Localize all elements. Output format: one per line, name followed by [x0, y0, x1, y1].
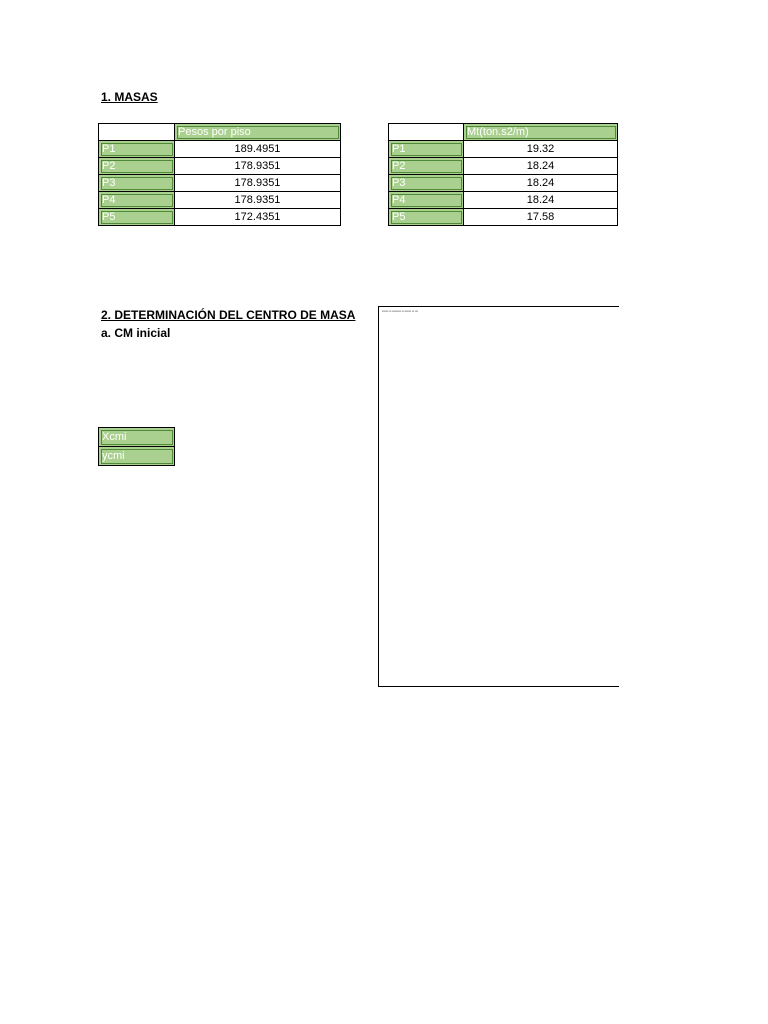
weights-table-corner	[99, 124, 175, 141]
weights-row-value[interactable]: 178.9351	[175, 158, 341, 175]
section2-subtitle: a. CM inicial	[101, 326, 171, 340]
weights-row-label[interactable]: P4	[99, 192, 175, 209]
embedded-image-frame[interactable]	[378, 306, 619, 687]
section1-title: 1. MASAS	[101, 90, 158, 104]
mass-row-value[interactable]: 19.32	[464, 141, 618, 158]
weights-row-value[interactable]: 178.9351	[175, 192, 341, 209]
cm-label-xcmi[interactable]: Xcmi	[99, 428, 175, 447]
weights-row-value[interactable]: 178.9351	[175, 175, 341, 192]
weights-row-label[interactable]: P3	[99, 175, 175, 192]
cm-table	[98, 427, 175, 466]
weights-row-label[interactable]: P2	[99, 158, 175, 175]
mass-table-header[interactable]: Mt(ton.s2/m)	[464, 124, 618, 141]
mass-row-label[interactable]: P4	[389, 192, 464, 209]
mass-row-value[interactable]: 17.58	[464, 209, 618, 226]
weights-table	[98, 123, 341, 226]
mass-row-label[interactable]: P2	[389, 158, 464, 175]
mass-row-value[interactable]: 18.24	[464, 192, 618, 209]
embedded-image-caption: ▪▪▪▪▪▪ ▪▪ ▪▪▪▪▪▪▪▪ ▪▪ ▪▪▪▪▪▪ ▪▪ ▪▪▪	[382, 309, 418, 313]
weights-row-value[interactable]: 189.4951	[175, 141, 341, 158]
mass-row-value[interactable]: 18.24	[464, 158, 618, 175]
weights-row-label[interactable]: P5	[99, 209, 175, 226]
weights-row-value[interactable]: 172.4351	[175, 209, 341, 226]
cm-label-ycmi[interactable]: ycmi	[99, 447, 175, 466]
mass-row-value[interactable]: 18.24	[464, 175, 618, 192]
mass-row-label[interactable]: P5	[389, 209, 464, 226]
mass-table-corner	[389, 124, 464, 141]
mass-table	[388, 123, 618, 226]
weights-table-header[interactable]: Pesos por piso	[175, 124, 341, 141]
mass-row-label[interactable]: P1	[389, 141, 464, 158]
weights-row-label[interactable]: P1	[99, 141, 175, 158]
section2-title: 2. DETERMINACIÓN DEL CENTRO DE MASA	[101, 308, 356, 322]
mass-row-label[interactable]: P3	[389, 175, 464, 192]
